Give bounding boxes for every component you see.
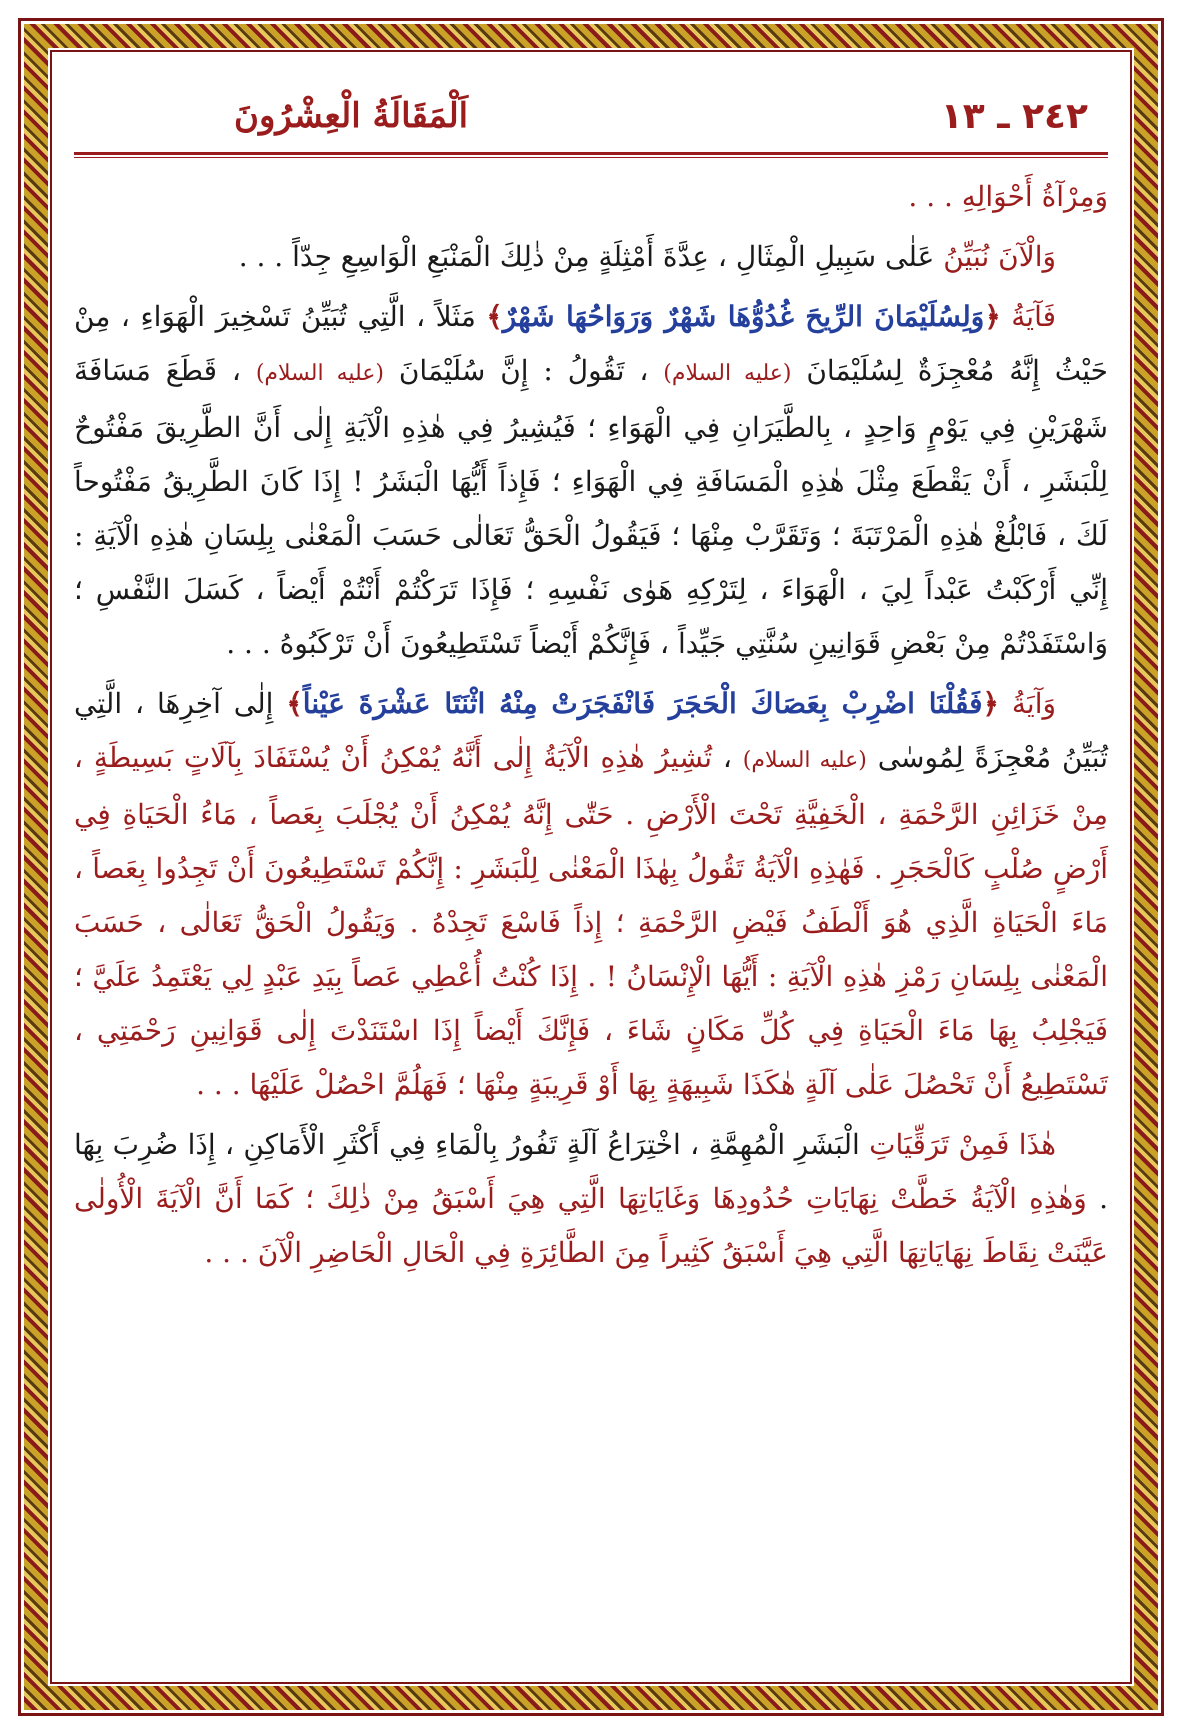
quran-verse: وَلِسُلَيْمَانَ الرِّيحَ غُدُوُّهَا شَهْرٌ وَرَوَاحُهَا شَهْرٌ xyxy=(502,300,985,333)
paragraph-lead: وَالْآنَ نُبَيِّنُ xyxy=(943,240,1056,273)
salutation-glyph: (عليه السلام) xyxy=(742,748,867,773)
paragraph-text: مَثَلاً ، الَّتِي تُبَيِّنُ تَسْخِيرَ الْهَوَاءِ ، مِنْ حَيْثُ إِنَّهُ مُعْجِزَةٌ لِسُلَيْمَانَ xyxy=(74,300,1108,387)
paragraph xyxy=(74,230,1108,284)
paragraph-text: ، قَطَعَ مَسَافَةَ شَهْرَيْنِ فِي يَوْمٍ وَاحِدٍ ، بِالطَّيَرَانِ فِي الْهَوَاءِ ؛ فَيُشِيرُ فِي هٰذِهِ الْآيَةِ إِلٰى أَنَّ الطَّرِيقَ مَفْتُوحٌ لِلْبَشَرِ ، أَنْ يَقْطَعَ مِثْلَ هٰذِهِ الْمَسَافَةِ فِي الْهَوَاءِ ؛ فَإِذاً أَيُّهَا الْبَشَرُ ! إِذَا كَانَ الطَّرِيقُ مَفْتُوحاً لَكَ ، فَابْلُغْ هٰذِهِ الْمَرْتَبَةَ ؛ وَتَقَرَّبْ مِنْهَا ؛ فَيَقُولُ الْحَقُّ تَعَالٰى حَسَبَ الْمَعْنٰى بِلِسَانِ هٰذِهِ الْآيَةِ : إِنِّي أَرْكَبْتُ عَبْداً لِيَ ، الْهَوَاءَ ، لِتَرْكِهِ هَوٰى نَفْسِهِ ؛ فَإِذَا تَرَكْتُمْ أَنْتُمْ أَيْضاً ، كَسَلَ النَّفْسِ ؛ وَاسْتَفَدْتُمْ مِنْ بَعْضِ قَوَانِينِ سُنَّتِي جَيِّداً ، فَإِنَّكُمْ أَيْضاً تَسْتَطِيعُونَ أَنْ تَرْكَبُوهُ . . . xyxy=(74,354,1108,660)
salutation-glyph: (عليه السلام) xyxy=(663,361,792,386)
page-content xyxy=(74,88,1108,1654)
salutation-glyph: (عليه السلام) xyxy=(255,361,384,386)
paragraph-text: ، تَقُولُ : إِنَّ سُلَيْمَانَ xyxy=(384,354,664,387)
page-header xyxy=(74,88,1108,144)
paragraph-text: ، xyxy=(712,741,743,774)
paragraph xyxy=(74,1118,1108,1280)
quran-bracket-open: ﴿ xyxy=(982,687,999,720)
paragraph-lead: هٰذَا فَمِنْ تَرَقِّيَاتِ xyxy=(869,1128,1056,1161)
paragraph-text: الْبَشَرِ الْمُهِمَّةِ ، اخْتِرَاعُ آلَةٍ تَفُورُ بِالْمَاءِ فِي أَكْثَرِ الْأَمَاكِنِ ، إِذَا ضُرِبَ بِهَا . xyxy=(74,1128,1108,1215)
quran-bracket-close: ﴾ xyxy=(286,687,303,720)
paragraph xyxy=(74,677,1108,1112)
paragraph-emphasis: وَهٰذِهِ الْآيَةُ خَطَّتْ نِهَايَاتِ حُدُودِهَا وَغَايَاتِهَا الَّتِي هِيَ أَسْبَقُ مِنْ ذٰلِكَ ؛ كَمَا أَنَّ الْآيَةَ الْأُولٰى عَيَّنَتْ نِقَاطَ نِهَايَاتِهَا الَّتِي هِيَ أَسْبَقُ كَثِيراً مِنَ الطَّائِرَةِ فِي الْحَالِ الْحَاضِرِ الْآنَ . . . xyxy=(74,1182,1108,1269)
body-text xyxy=(74,170,1108,1280)
chapter-title: اَلْمَقَالَةُ الْعِشْرُونَ xyxy=(234,96,469,136)
quran-verse: فَقُلْنَا اضْرِبْ بِعَصَاكَ الْحَجَرَ فَانْفَجَرَتْ مِنْهُ اثْنَتَا عَشْرَةَ عَيْناً xyxy=(302,687,983,720)
page-number: ٢٤٢ ـ ١٣ xyxy=(940,95,1088,137)
paragraph-lead: وَآيَةُ xyxy=(1011,687,1057,720)
paragraph xyxy=(74,290,1108,671)
paragraph-lead: وَمِرْآةُ أَحْوَالِهِ . . . xyxy=(908,180,1108,213)
header-rule xyxy=(74,152,1108,158)
paragraph-text: إِلٰى آخِرِهَا ، الَّتِي تُبَيِّنُ مُعْجِزَةً لِمُوسٰى xyxy=(74,687,1108,774)
quran-bracket-open: ﴿ xyxy=(984,300,1001,333)
paragraph-text: عَلٰى سَبِيلِ الْمِثَالِ ، عِدَّةَ أَمْثِلَةٍ مِنْ ذٰلِكَ الْمَنْبَعِ الْوَاسِعِ جِدّاً . . . xyxy=(238,240,944,273)
paragraph-lead: فَآيَةُ xyxy=(1011,300,1056,333)
paragraph-emphasis: تُشِيرُ هٰذِهِ الْآيَةُ إِلٰى أَنَّهُ يُمْكِنُ أَنْ يُسْتَفَادَ بِآلَاتٍ بَسِيطَةٍ ، مِنْ خَزَائِنِ الرَّحْمَةِ ، الْخَفِيَّةِ تَحْتَ الْأَرْضِ . حَتّٰى إِنَّهُ يُمْكِنُ أَنْ يُجْلَبَ بِعَصاً ، مَاءُ الْحَيَاةِ فِي أَرْضٍ صُلْبٍ كَالْحَجَرِ . فَهٰذِهِ الْآيَةُ تَقُولُ بِهٰذَا الْمَعْنٰى لِلْبَشَرِ : إِنَّكُمْ تَسْتَطِيعُونَ أَنْ تَجِدُوا بِعَصاً ، مَاءَ الْحَيَاةِ الَّذِي هُوَ أَلْطَفُ فَيْضِ الرَّحْمَةِ ؛ إِذاً فَاسْعَ تَجِدْهُ . وَيَقُولُ الْحَقُّ تَعَالٰى ، حَسَبَ الْمَعْنٰى بِلِسَانِ رَمْزِ هٰذِهِ الْآيَةِ : أَيُّهَا الْإِنْسَانُ ! . إِذَا كُنْتُ أُعْطِي عَصاً بِيَدِ عَبْدٍ لِي يَعْتَمِدُ عَلَيَّ ؛ فَيَجْلِبُ بِهَا مَاءَ الْحَيَاةِ فِي كُلِّ مَكَانٍ شَاءَ ، فَإِنَّكَ أَيْضاً إِذَا اسْتَنَدْتَ إِلٰى قَوَانِينِ رَحْمَتِي ، تَسْتَطِيعُ أَنْ تَحْصُلَ عَلٰى آلَةٍ هٰكَذَا شَبِيهَةٍ بِهَا أَوْ قَرِيبَةٍ مِنْهَا ؛ فَهَلُمَّ احْصُلْ عَلَيْهَا . . . xyxy=(74,741,1108,1101)
paragraph xyxy=(74,170,1108,224)
quran-bracket-close: ﴾ xyxy=(486,300,503,333)
